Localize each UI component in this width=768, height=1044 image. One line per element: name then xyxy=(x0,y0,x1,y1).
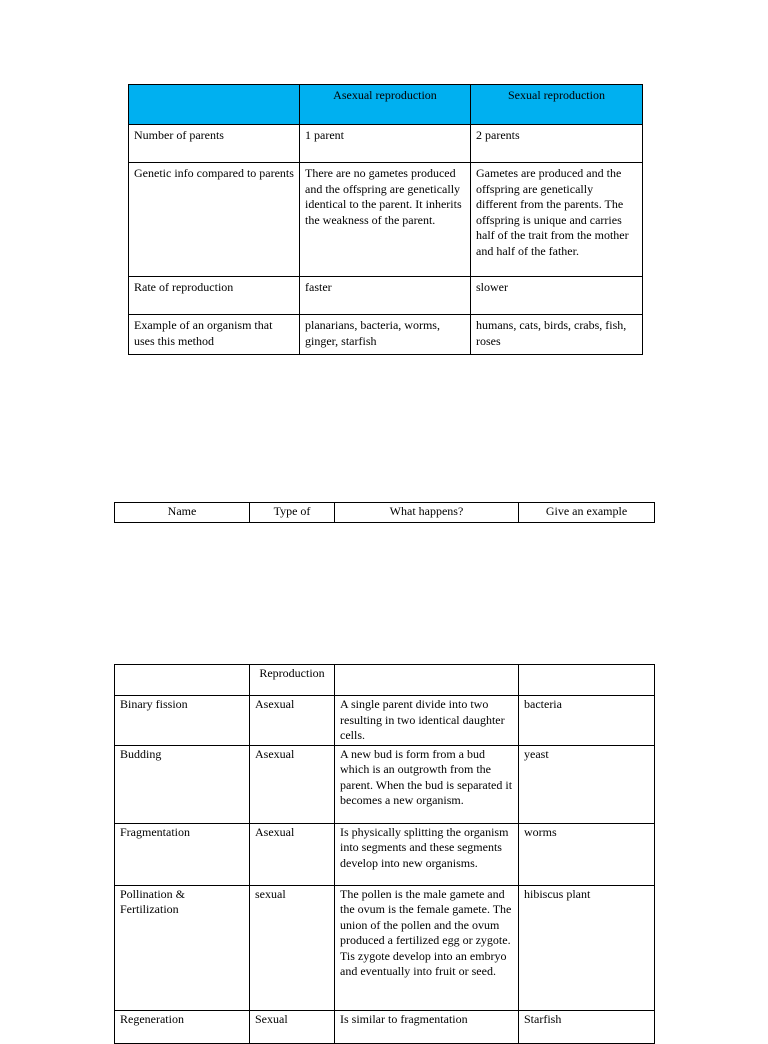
asexual-cell: planarians, bacteria, worms, ginger, starfish xyxy=(300,315,471,355)
table-row xyxy=(115,1010,655,1043)
table-row xyxy=(129,277,643,315)
name-cell: Fragmentation xyxy=(115,823,250,885)
header-example: Give an example xyxy=(519,503,655,523)
example-cell: hibiscus plant xyxy=(519,885,655,1010)
reproduction-types-table xyxy=(114,664,655,1044)
name-cell: Pollination & Fertilization xyxy=(115,885,250,1010)
table-row xyxy=(115,823,655,885)
example-cell: Starfish xyxy=(519,1010,655,1043)
name-cell: Regeneration xyxy=(115,1010,250,1043)
asexual-cell: 1 parent xyxy=(300,125,471,163)
subheader-reproduction: Reproduction xyxy=(250,665,335,696)
subheader-cell xyxy=(519,665,655,696)
description-cell: Is physically splitting the organism into segments and these segments develop into new organisms. xyxy=(335,823,519,885)
comparison-table xyxy=(128,84,643,355)
table-row xyxy=(129,163,643,277)
types-header-row xyxy=(115,503,655,523)
table-row xyxy=(115,885,655,1010)
types-header-table xyxy=(114,502,655,523)
type-cell: Asexual xyxy=(250,823,335,885)
sexual-cell: 2 parents xyxy=(471,125,643,163)
header-what-happens: What happens? xyxy=(335,503,519,523)
table-row xyxy=(115,696,655,746)
sexual-cell: Gametes are produced and the offspring are genetically different from the parents. The offspring is unique and carries half of the trait from the mother and half of the father. xyxy=(471,163,643,277)
type-cell: sexual xyxy=(250,885,335,1010)
header-asexual: Asexual reproduction xyxy=(300,85,471,125)
row-label: Genetic info compared to parents xyxy=(129,163,300,277)
example-cell: bacteria xyxy=(519,696,655,746)
description-cell: The pollen is the male gamete and the ovum is the female gamete. The union of the pollen and the ovum produced a fertilized egg or zygote. Tis zygote develop into an embryo and eventually into fruit or seed. xyxy=(335,885,519,1010)
table-row xyxy=(115,745,655,823)
sexual-cell: humans, cats, birds, crabs, fish, roses xyxy=(471,315,643,355)
header-name: Name xyxy=(115,503,250,523)
name-cell: Budding xyxy=(115,745,250,823)
name-cell: Binary fission xyxy=(115,696,250,746)
description-cell: A new bud is form from a bud which is an outgrowth from the parent. When the bud is separated it becomes a new organism. xyxy=(335,745,519,823)
types-subheader-row xyxy=(115,665,655,696)
table-row xyxy=(129,125,643,163)
row-label: Example of an organism that uses this method xyxy=(129,315,300,355)
table-row xyxy=(129,315,643,355)
example-cell: yeast xyxy=(519,745,655,823)
comparison-header-row xyxy=(129,85,643,125)
asexual-cell: faster xyxy=(300,277,471,315)
header-cell-empty xyxy=(129,85,300,125)
example-cell: worms xyxy=(519,823,655,885)
description-cell: A single parent divide into two resulting in two identical daughter cells. xyxy=(335,696,519,746)
sexual-cell: slower xyxy=(471,277,643,315)
header-sexual: Sexual reproduction xyxy=(471,85,643,125)
header-type: Type of xyxy=(250,503,335,523)
asexual-cell: There are no gametes produced and the offspring are genetically identical to the parent. It inherits the weakness of the parent. xyxy=(300,163,471,277)
row-label: Number of parents xyxy=(129,125,300,163)
type-cell: Asexual xyxy=(250,696,335,746)
description-cell: Is similar to fragmentation xyxy=(335,1010,519,1043)
type-cell: Sexual xyxy=(250,1010,335,1043)
subheader-cell xyxy=(115,665,250,696)
type-cell: Asexual xyxy=(250,745,335,823)
subheader-cell xyxy=(335,665,519,696)
row-label: Rate of reproduction xyxy=(129,277,300,315)
